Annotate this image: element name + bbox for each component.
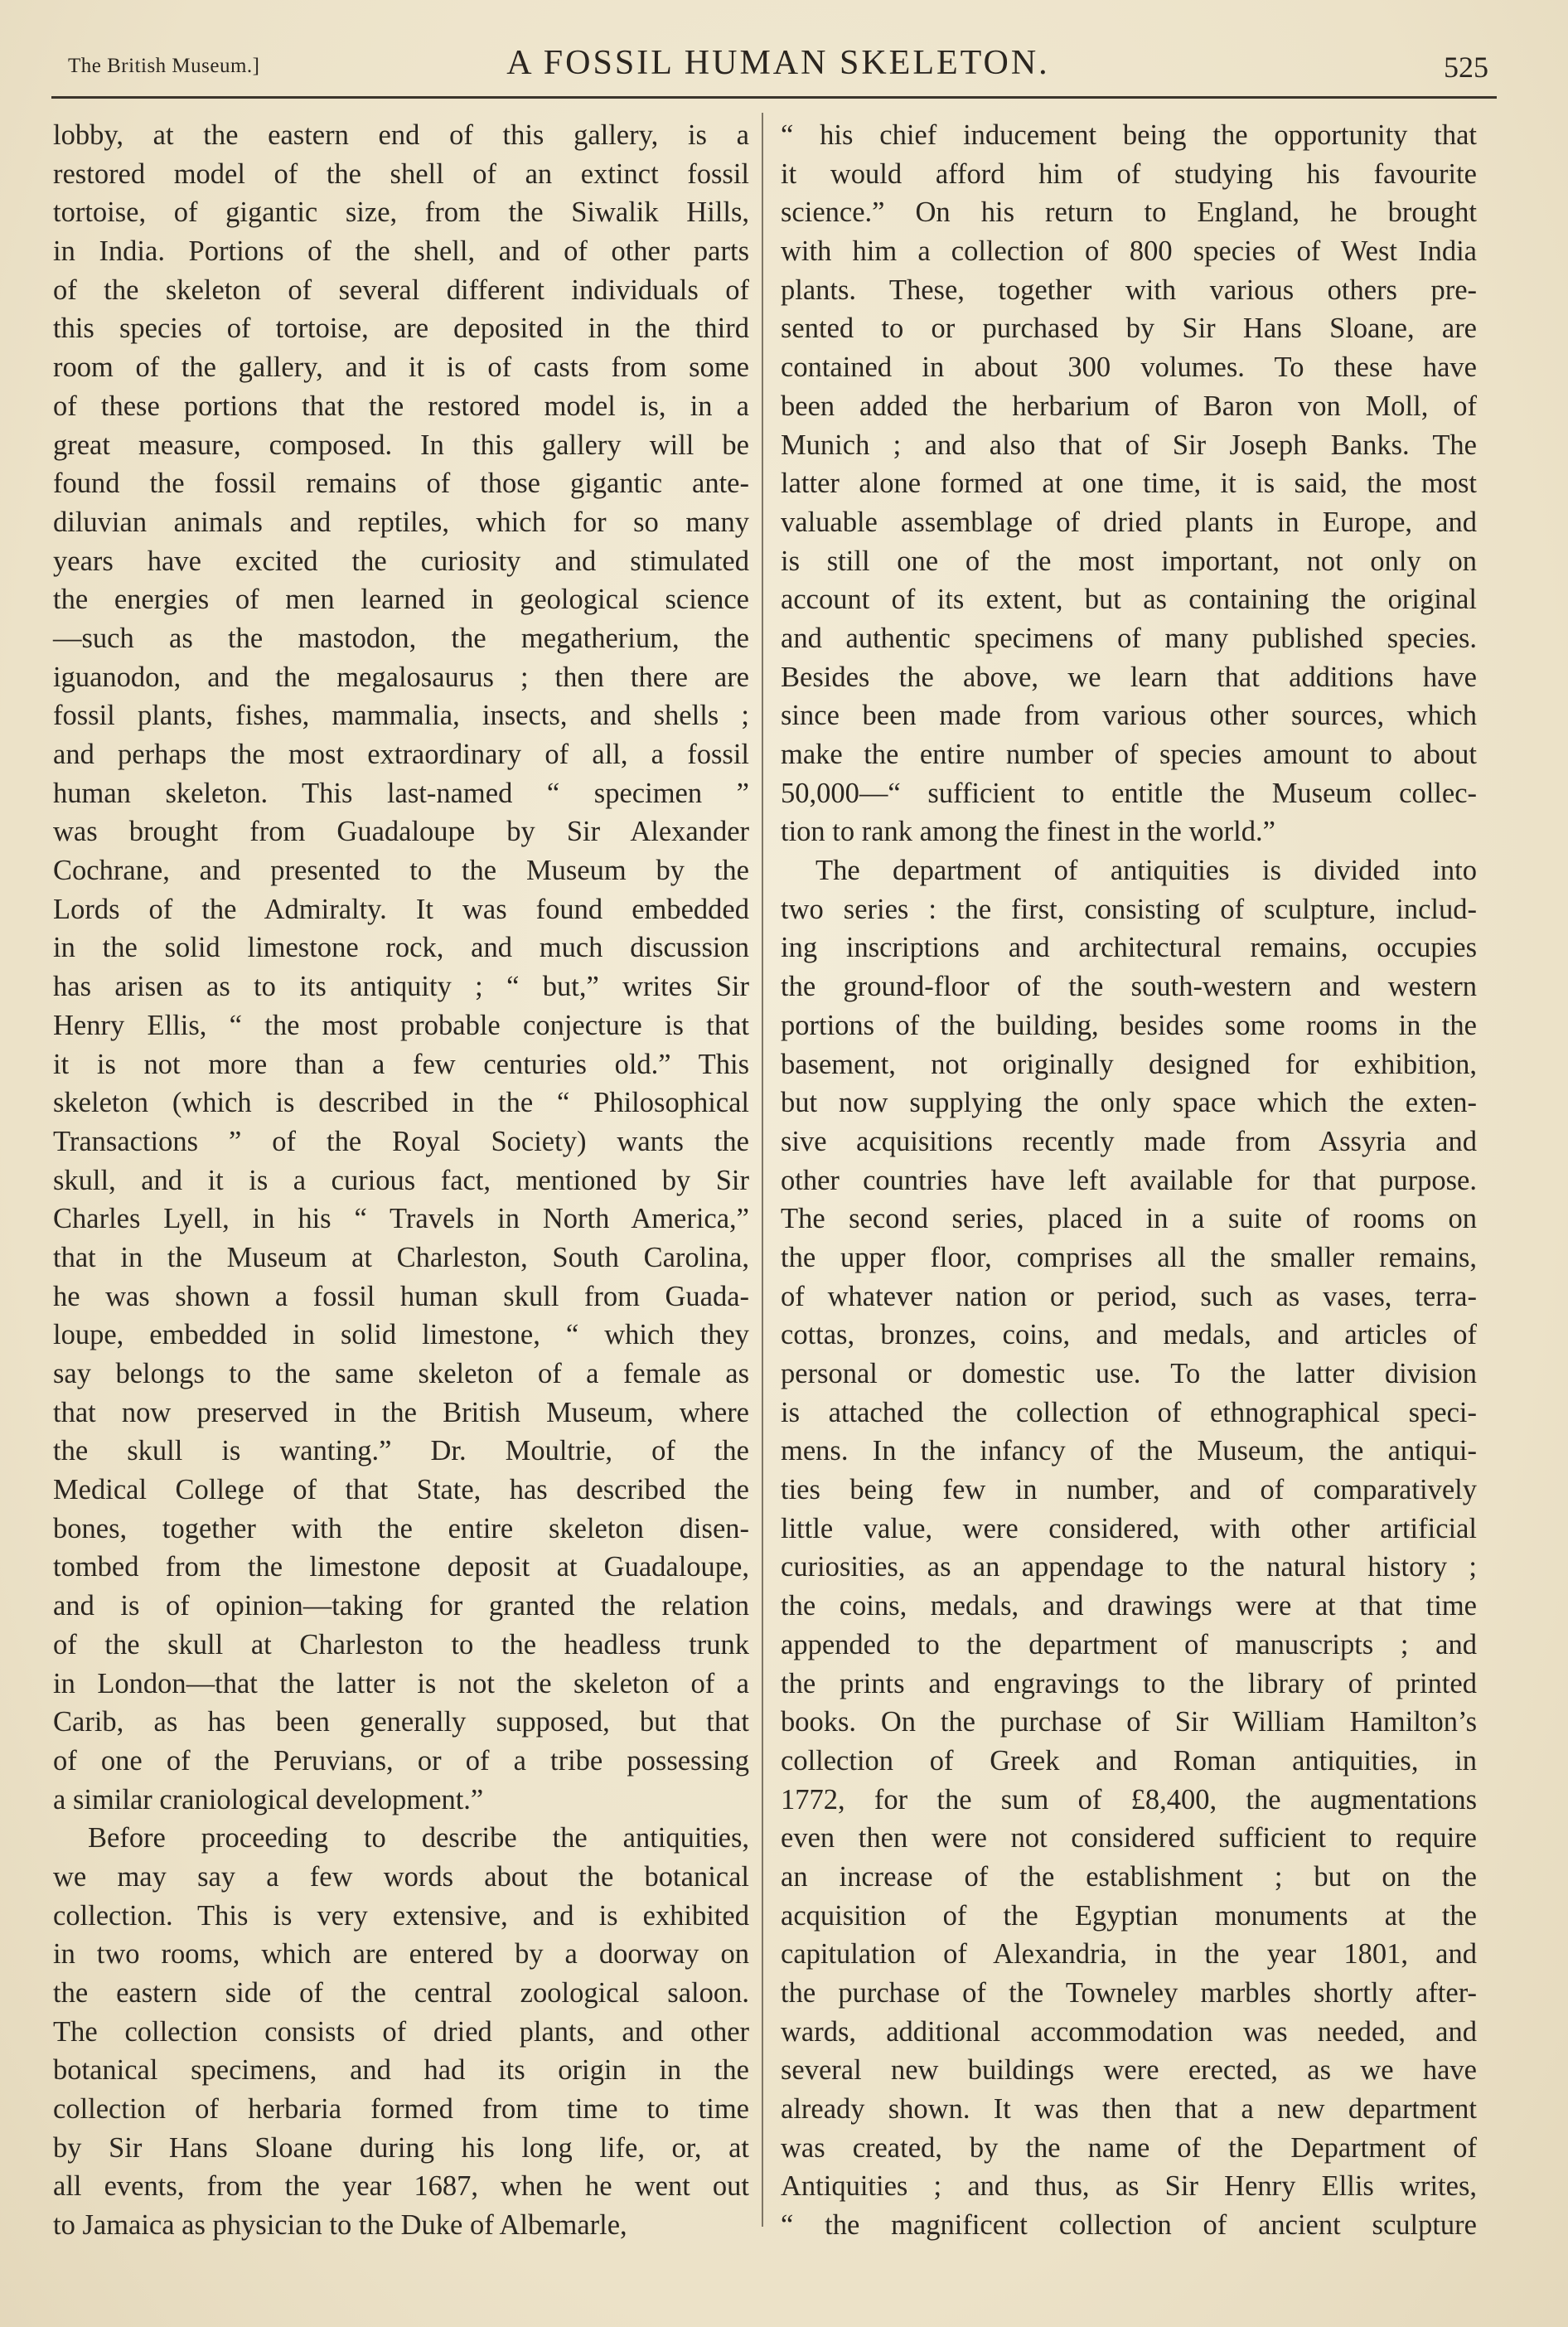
text-line: of whatever nation or period, such as vases, terra-	[781, 1280, 1477, 1312]
text-line: several new buildings were erected, as we have	[781, 2054, 1477, 2087]
text-line: sented to or purchased by Sir Hans Sloane, are	[781, 313, 1477, 345]
text-line: the coins, medals, and drawings were at that time	[781, 1590, 1477, 1622]
left-column	[53, 116, 749, 2245]
text-line: skeleton (which is described in the “ Philosophical	[53, 1087, 749, 1119]
text-line: it would afford him of studying his favourite	[781, 158, 1477, 190]
text-line: personal or domestic use. To the latter division	[781, 1358, 1477, 1389]
text-line: cottas, bronzes, coins, and medals, and articles of	[781, 1319, 1477, 1351]
text-line: 50,000—“ sufficient to entitle the Museum collec-	[781, 777, 1477, 809]
text-line: Transactions ” of the Royal Society) wants the	[53, 1125, 749, 1157]
text-line: with him a collection of 800 species of West India	[781, 235, 1477, 268]
right-column	[781, 116, 1477, 2245]
text-line: it is not more than a few centuries old.” This	[53, 1048, 749, 1080]
page-title: A FOSSIL HUMAN SKELETON.	[506, 44, 1050, 82]
text-line: of one of the Peruvians, or of a tribe possessing	[53, 1744, 749, 1777]
text-line: was created, by the name of the Department of	[781, 2131, 1477, 2164]
text-line: of the skeleton of several different individuals of	[53, 274, 749, 306]
text-line: he was shown a fossil human skull from Guada-	[53, 1280, 749, 1312]
text-line: even then were not considered sufficient to require	[781, 1822, 1477, 1854]
text-line: Besides the above, we learn that additions have	[781, 661, 1477, 693]
text-line: was brought from Guadaloupe by Sir Alexander	[53, 816, 749, 848]
text-line: and authentic specimens of many published species.	[781, 622, 1477, 654]
text-line: that now preserved in the British Museum, where	[53, 1396, 749, 1428]
text-line: two series : the first, consisting of sculpture, includ-	[781, 893, 1477, 925]
text-line: botanical specimens, and had its origin in the	[53, 2054, 749, 2087]
text-line: wards, additional accommodation was needed, and	[781, 2015, 1477, 2048]
text-line: acquisition of the Egyptian monuments at the	[781, 1899, 1477, 1932]
text-line: the energies of men learned in geological science	[53, 584, 749, 616]
text-line: tortoise, of gigantic size, from the Siwalik Hills,	[53, 196, 749, 229]
text-line: loupe, embedded in solid limestone, “ which they	[53, 1319, 749, 1351]
text-line: been added the herbarium of Baron von Moll, of	[781, 390, 1477, 422]
text-line: “ his chief inducement being the opportunity that	[781, 119, 1477, 151]
text-line: lobby, at the eastern end of this gallery, is a	[53, 119, 749, 151]
text-line: Munich ; and also that of Sir Joseph Banks. The	[781, 429, 1477, 461]
text-line: and is of opinion—taking for granted the relation	[53, 1590, 749, 1622]
text-line: science.” On his return to England, he brought	[781, 196, 1477, 229]
text-line: 1772, for the sum of £8,400, the augmentations	[781, 1783, 1477, 1816]
text-line: collection. This is very extensive, and is exhibited	[53, 1899, 749, 1932]
text-line: ing inscriptions and architectural remains, occupies	[781, 932, 1477, 964]
text-line: tion to rank among the finest in the world.”	[781, 816, 1275, 848]
text-line: mens. In the infancy of the Museum, the antiqui-	[781, 1435, 1477, 1467]
text-line: since been made from various other sources, which	[781, 700, 1477, 732]
text-line: —such as the mastodon, the megatherium, the	[53, 622, 749, 654]
text-line: is still one of the most important, not only on	[781, 545, 1477, 577]
text-line: iguanodon, and the megalosaurus ; then there are	[53, 661, 749, 693]
text-line: we may say a few words about the botanical	[53, 1860, 749, 1893]
text-line: Carib, as has been generally supposed, but that	[53, 1706, 749, 1738]
text-line: Antiquities ; and thus, as Sir Henry Ellis writes,	[781, 2170, 1477, 2203]
text-line: the prints and engravings to the library of printed	[781, 1667, 1477, 1699]
text-line: a similar craniological development.”	[53, 1783, 484, 1816]
text-line: collection of herbaria formed from time to time	[53, 2093, 749, 2126]
text-line: Before proceeding to describe the antiquities,	[88, 1822, 749, 1854]
text-line: curiosities, as an appendage to the natural history ;	[781, 1551, 1477, 1583]
text-line: The department of antiquities is divided into	[815, 855, 1477, 887]
text-line: the skull is wanting.” Dr. Moultrie, of the	[53, 1435, 749, 1467]
text-line: of these portions that the restored model is, in a	[53, 390, 749, 422]
header-rule	[51, 96, 1497, 99]
text-line: the purchase of the Towneley marbles shortly after-	[781, 1977, 1477, 2009]
text-line: basement, not originally designed for exhibition,	[781, 1048, 1477, 1080]
column-divider	[762, 113, 763, 2227]
text-line: valuable assemblage of dried plants in Europe, and	[781, 506, 1477, 538]
text-line: contained in about 300 volumes. To these have	[781, 351, 1477, 384]
text-line: account of its extent, but as containing the original	[781, 584, 1477, 616]
text-line: in two rooms, which are entered by a doorway on	[53, 1938, 749, 1971]
text-line: say belongs to the same skeleton of a female as	[53, 1358, 749, 1389]
text-line: latter alone formed at one time, it is said, the most	[781, 468, 1477, 500]
text-line: already shown. It was then that a new department	[781, 2093, 1477, 2126]
text-line: The second series, placed in a suite of rooms on	[781, 1203, 1477, 1235]
running-head	[68, 43, 1488, 90]
text-line: the upper floor, comprises all the smaller remains,	[781, 1241, 1477, 1273]
text-line: tombed from the limestone deposit at Guadaloupe,	[53, 1551, 749, 1583]
text-line: by Sir Hans Sloane during his long life, or, at	[53, 2131, 749, 2164]
text-line: plants. These, together with various others pre-	[781, 274, 1477, 306]
page-number: 525	[1444, 51, 1488, 84]
text-line: and perhaps the most extraordinary of all, a fossil	[53, 739, 749, 770]
text-line: Lords of the Admiralty. It was found embedded	[53, 893, 749, 925]
text-line: restored model of the shell of an extinct fossil	[53, 158, 749, 190]
text-line: “ the magnificent collection of ancient sculpture	[781, 2209, 1477, 2242]
text-line: make the entire number of species amount to about	[781, 739, 1477, 770]
text-line: The collection consists of dried plants, and other	[53, 2015, 749, 2048]
text-line: but now supplying the only space which the exten-	[781, 1087, 1477, 1119]
text-line: in the solid limestone rock, and much discussion	[53, 932, 749, 964]
text-line: human skeleton. This last-named “ specimen ”	[53, 777, 749, 809]
text-line: portions of the building, besides some rooms in the	[781, 1009, 1477, 1041]
text-line: Medical College of that State, has described the	[53, 1474, 749, 1506]
text-line: of the skull at Charleston to the headless trunk	[53, 1628, 749, 1660]
text-line: ties being few in number, and of comparatively	[781, 1474, 1477, 1506]
text-line: this species of tortoise, are deposited in the third	[53, 313, 749, 345]
text-line: to Jamaica as physician to the Duke of Albemarle,	[53, 2209, 627, 2242]
text-line: books. On the purchase of Sir William Hamilton’s	[781, 1706, 1477, 1738]
text-line: capitulation of Alexandria, in the year 1801, and	[781, 1938, 1477, 1971]
text-line: collection of Greek and Roman antiquities, in	[781, 1744, 1477, 1777]
text-line: the eastern side of the central zoological saloon.	[53, 1977, 749, 2009]
text-line: great measure, composed. In this gallery will be	[53, 429, 749, 461]
text-line: diluvian animals and reptiles, which for so many	[53, 506, 749, 538]
text-line: an increase of the establishment ; but on the	[781, 1860, 1477, 1893]
text-line: has arisen as to its antiquity ; “ but,” writes Sir	[53, 971, 749, 1003]
section-label: The British Museum.]	[68, 55, 260, 77]
text-line: little value, were considered, with other artificial	[781, 1512, 1477, 1544]
text-line: years have excited the curiosity and stimulated	[53, 545, 749, 577]
text-line: room of the gallery, and it is of casts from some	[53, 351, 749, 384]
text-line: that in the Museum at Charleston, South Carolina,	[53, 1241, 749, 1273]
text-line: bones, together with the entire skeleton disen-	[53, 1512, 749, 1544]
text-line: skull, and it is a curious fact, mentioned by Sir	[53, 1164, 749, 1196]
text-line: fossil plants, fishes, mammalia, insects, and shells ;	[53, 700, 749, 732]
text-line: is attached the collection of ethnographical speci-	[781, 1396, 1477, 1428]
text-line: Cochrane, and presented to the Museum by the	[53, 855, 749, 887]
text-line: appended to the department of manuscripts ; and	[781, 1628, 1477, 1660]
text-line: the ground-floor of the south-western and western	[781, 971, 1477, 1003]
text-line: in India. Portions of the shell, and of other parts	[53, 235, 749, 268]
text-line: all events, from the year 1687, when he went out	[53, 2170, 749, 2203]
text-line: other countries have left available for that purpose.	[781, 1164, 1477, 1196]
text-line: sive acquisitions recently made from Assyria and	[781, 1125, 1477, 1157]
text-line: found the fossil remains of those gigantic ante-	[53, 468, 749, 500]
text-line: in London—that the latter is not the skeleton of a	[53, 1667, 749, 1699]
text-line: Charles Lyell, in his “ Travels in North America,”	[53, 1203, 749, 1235]
text-line: Henry Ellis, “ the most probable conjecture is that	[53, 1009, 749, 1041]
